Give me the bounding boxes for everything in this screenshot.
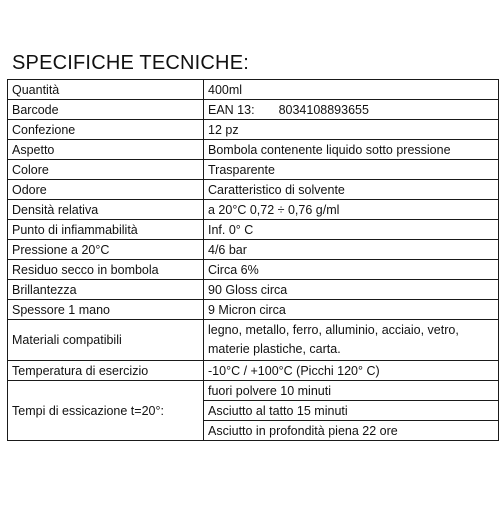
table-row [8, 320, 499, 361]
table-row [8, 361, 499, 381]
spec-table [7, 79, 499, 441]
row-label: Spessore 1 mano [8, 300, 204, 320]
table-row [8, 381, 499, 401]
table-row [8, 180, 499, 200]
row-label: Densità relativa [8, 200, 204, 220]
row-value: legno, metallo, ferro, alluminio, acciaio, vetro, materie plastiche, carta. [204, 320, 499, 361]
table-row [8, 300, 499, 320]
table-row [8, 100, 499, 120]
table-row [8, 260, 499, 280]
row-value: -10°C / +100°C (Picchi 120° C) [204, 361, 499, 381]
drying-value: Asciutto al tatto 15 minuti [204, 401, 499, 421]
row-label: Punto di infiammabilità [8, 220, 204, 240]
table-row [8, 200, 499, 220]
table-row [8, 240, 499, 260]
barcode-prefix: EAN 13: [208, 102, 255, 117]
row-label: Colore [8, 160, 204, 180]
row-label: Materiali compatibili [8, 320, 204, 361]
row-label: Odore [8, 180, 204, 200]
table-row [8, 120, 499, 140]
table-row [8, 160, 499, 180]
barcode-number: 8034108893655 [278, 102, 369, 117]
row-value: 90 Gloss circa [204, 280, 499, 300]
row-label: Temperatura di esercizio [8, 361, 204, 381]
row-value: 9 Micron circa [204, 300, 499, 320]
row-value: Inf. 0° C [204, 220, 499, 240]
table-row [8, 80, 499, 100]
table-row [8, 140, 499, 160]
row-label: Barcode [8, 100, 204, 120]
row-value: Bombola contenente liquido sotto pressione [204, 140, 499, 160]
row-label: Brillantezza [8, 280, 204, 300]
row-label: Confezione [8, 120, 204, 140]
row-value: Trasparente [204, 160, 499, 180]
barcode-value [204, 100, 499, 120]
row-value: Caratteristico di solvente [204, 180, 499, 200]
row-value: 400ml [204, 80, 499, 100]
table-row [8, 220, 499, 240]
drying-value: Asciutto in profondità piena 22 ore [204, 421, 499, 441]
row-value: Circa 6% [204, 260, 499, 280]
table-row [8, 280, 499, 300]
row-label: Aspetto [8, 140, 204, 160]
row-label: Quantità [8, 80, 204, 100]
row-label: Residuo secco in bombola [8, 260, 204, 280]
row-value: a 20°C 0,72 ÷ 0,76 g/ml [204, 200, 499, 220]
row-label: Pressione a 20°C [8, 240, 204, 260]
row-value: 4/6 bar [204, 240, 499, 260]
drying-value: fuori polvere 10 minuti [204, 381, 499, 401]
drying-label: Tempi di essicazione t=20°: [8, 381, 204, 441]
row-value: 12 pz [204, 120, 499, 140]
page-title: SPECIFICHE TECNICHE: [12, 52, 249, 74]
